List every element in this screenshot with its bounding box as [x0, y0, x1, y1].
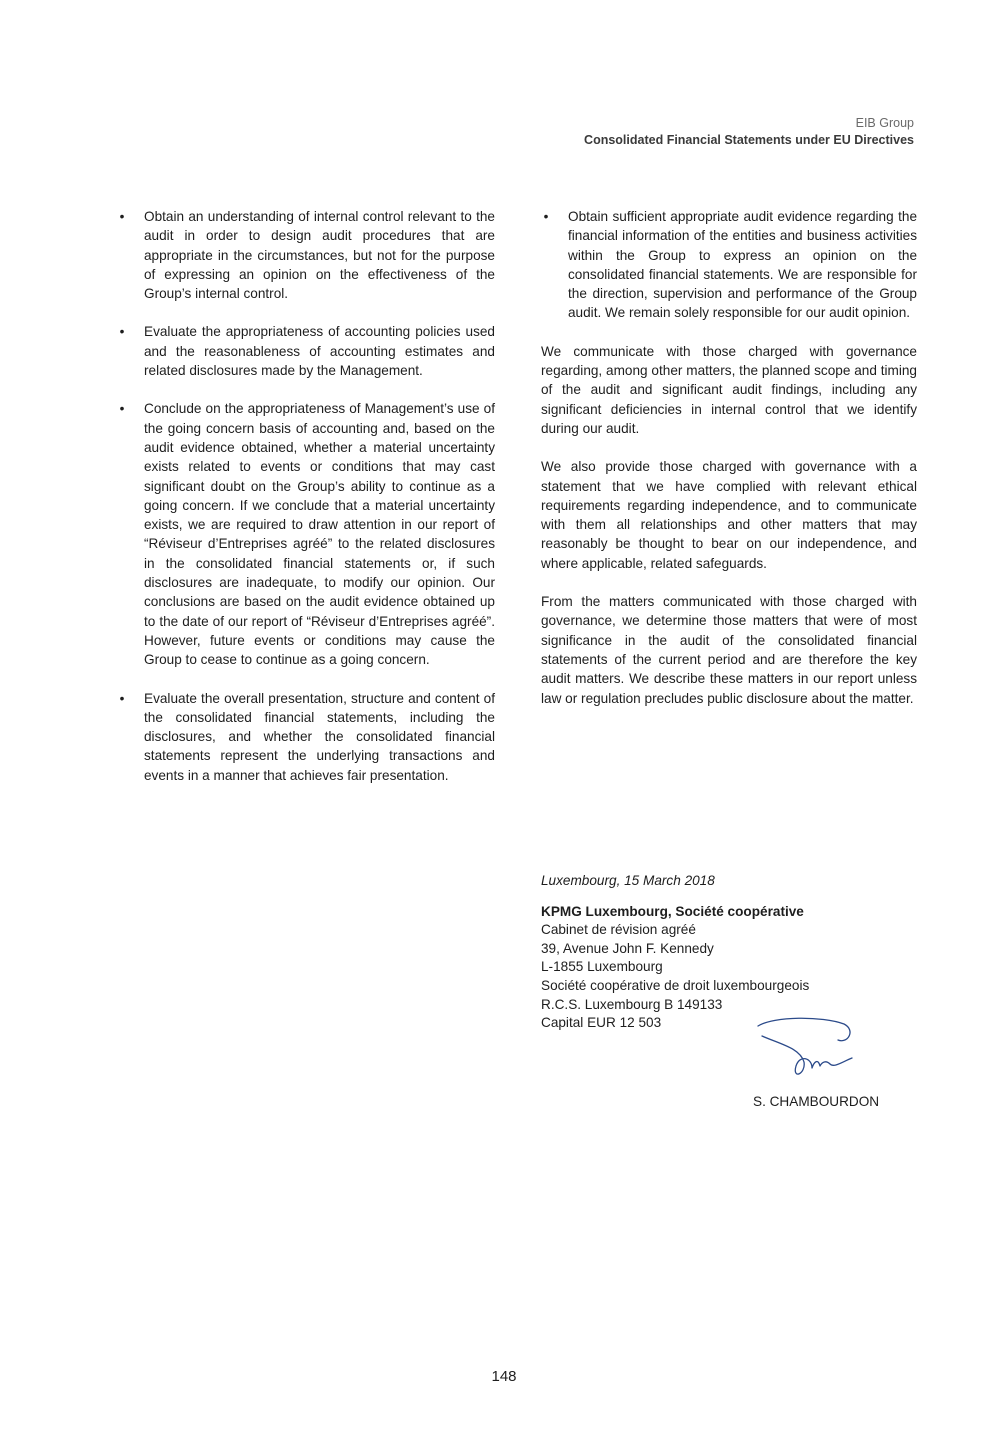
bullet-dot: • — [543, 209, 549, 224]
bullet-dot: • — [119, 690, 125, 706]
address-line: 39, Avenue John F. Kennedy — [541, 940, 714, 956]
paragraph: We communicate with those charged with governance regarding, among other matters, the planned scope and timing of the audit and significant audit findings, including any significant deficiencies in internal control that we identify during our audit. — [541, 343, 917, 436]
bullet-dot: • — [119, 401, 125, 417]
bullet-item — [117, 207, 495, 303]
right-column — [541, 207, 917, 727]
address-line: Société coopérative de droit luxembourgeois — [541, 977, 810, 993]
header-org: EIB Group — [855, 116, 914, 130]
bullet-item — [541, 207, 917, 323]
address-line: R.C.S. Luxembourg B 149133 — [541, 996, 723, 1012]
bullet-text: Conclude on the appropriateness of Management’s use of the going concern basis of accounting and, based on the audit evidence obtained, whether a material uncertainty exists related to events or conditions that may cast significant doubt on the Group’s ability to continue as a going concern. If we conclude that a material uncertainty exists, we are required to draw attention in our report of “Réviseur d’Entreprises agréé” to the related disclosures in the consolidated financial statements or, if such disclosures are inadequate, to modify our opinion. Our conclusions are based on the audit evidence obtained up to the date of our report of “Réviseur d’Entreprises agréé”. However, future events or conditions may cause the Group to cease to continue as a going concern. — [144, 401, 495, 668]
paragraph: From the matters communicated with those charged with governance, we determine those matters that were of most significance in the audit of the consolidated financial statements of the current period and are therefore the key audit matters. We describe these matters in our report unless law or regulation precludes public disclosure about the matter. — [541, 594, 917, 706]
bullet-item — [117, 689, 495, 785]
bullet-text: Obtain an understanding of internal control relevant to the audit in order to design audit procedures that are appropriate in the circumstances, but not for the purpose of expressing an opinion on the effectiveness of the Group’s internal control. — [144, 209, 495, 302]
bullet-item — [117, 399, 495, 669]
address-line: Capital EUR 12 503 — [541, 1015, 662, 1031]
address-line: L-1855 Luxembourg — [541, 959, 663, 975]
bullet-dot: • — [119, 209, 125, 224]
address-line: Cabinet de révision agréé — [541, 922, 696, 938]
bullet-text: Evaluate the appropriateness of accounting policies used and the reasonableness of accounting estimates and related disclosures made by the Management. — [144, 324, 495, 379]
signer-name: S. CHAMBOURDON — [753, 1094, 880, 1109]
paragraph: We also provide those charged with governance with a statement that we have complied with relevant ethical requirements regarding independence, and to communicate with them all relationships and other matters that may reasonably be thought to bear on our independence, and where applicable, related safeguards. — [541, 459, 917, 571]
signature-block — [541, 872, 901, 1033]
bullet-dot: • — [119, 324, 125, 340]
bullet-text: Evaluate the overall presentation, structure and content of the consolidated financial statements, including the disclosures, and whether the consolidated financial statements represent the underlying transactions and events in a manner that achieves fair presentation. — [144, 690, 495, 783]
bullet-item — [117, 322, 495, 380]
firm-name: KPMG Luxembourg, Société coopérative — [541, 903, 804, 919]
running-header — [584, 115, 914, 149]
handwritten-signature — [752, 1014, 862, 1086]
header-title: Consolidated Financial Statements under EU Directives — [584, 133, 914, 147]
bullet-text: Obtain sufficient appropriate audit evidence regarding the financial information of the entities and business activities within the Group to express an opinion on the consolidated financial statements. We are responsible for the direction, supervision and performance of the Group audit. We remain solely responsible for our audit opinion. — [568, 209, 917, 321]
left-column — [117, 207, 495, 804]
page-number: 148 — [491, 1368, 517, 1385]
place-date: Luxembourg, 15 March 2018 — [541, 873, 715, 888]
